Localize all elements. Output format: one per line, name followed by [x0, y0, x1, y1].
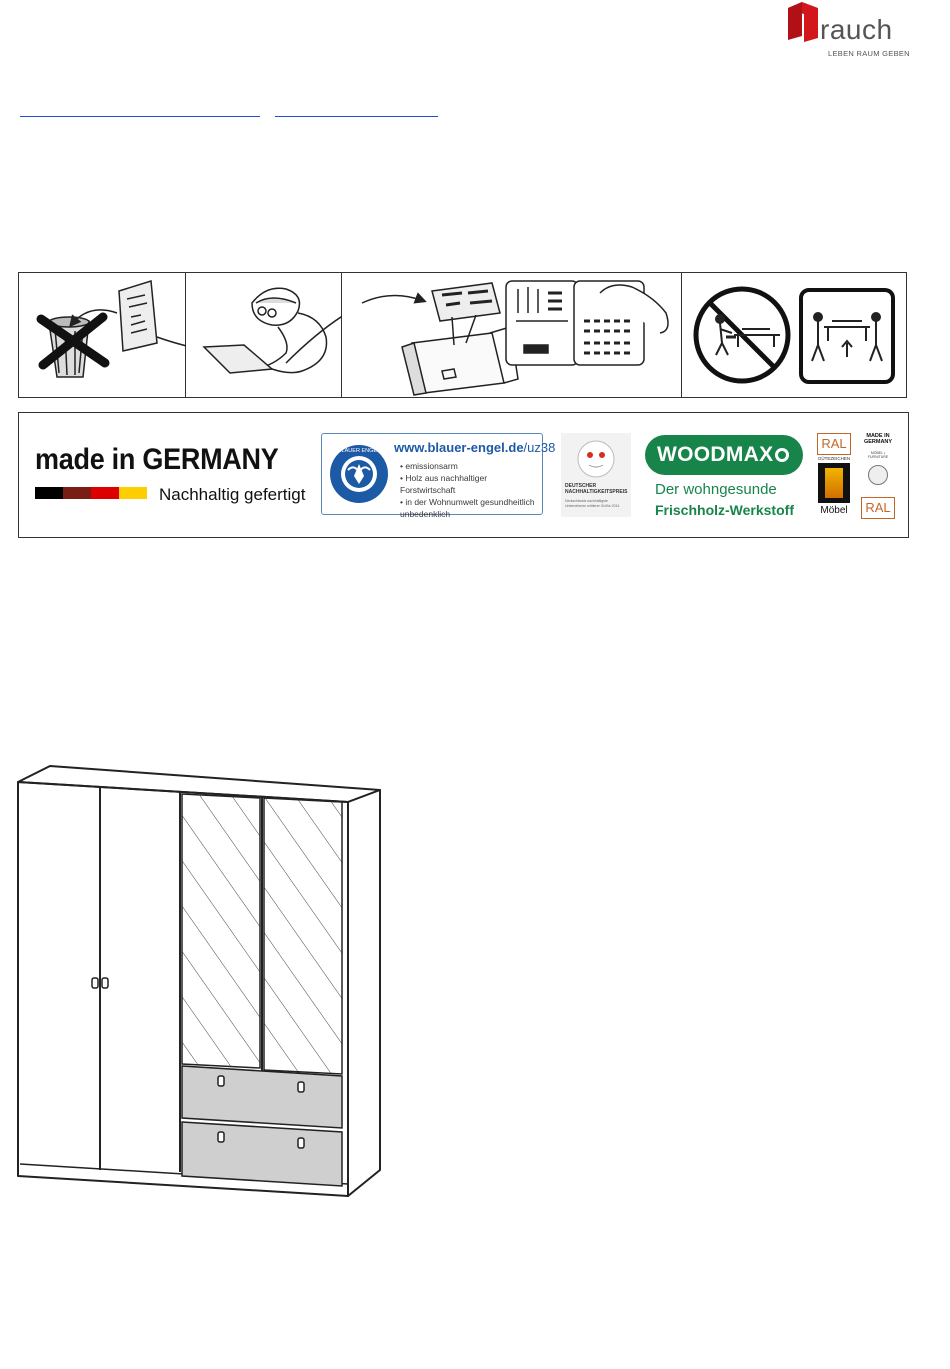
lift-together-icon [798, 287, 896, 385]
drawer-handle-icon [218, 1076, 224, 1086]
instruction-panel-read [186, 273, 342, 397]
ral-moebel-badge [817, 433, 851, 519]
mirror-door-right [264, 798, 342, 1074]
discard-warning-icon [19, 273, 186, 397]
keep-documents-icon [342, 273, 682, 397]
blauer-engel-label [321, 433, 556, 519]
certification-strip [18, 412, 909, 538]
door-handle-icon [92, 978, 98, 988]
drawer-upper [182, 1066, 342, 1128]
drawer-handle-icon [298, 1082, 304, 1092]
blauer-engel-url[interactable] [394, 440, 555, 455]
mig-seal-icon [868, 465, 888, 485]
brand-logo-mark [788, 2, 818, 42]
brand-logo [786, 2, 910, 62]
mig-moebel-subtitle: MÖBEL • FURNITURE [867, 451, 889, 459]
woodmax-line1: Der wohngesunde [655, 481, 777, 498]
blauer-engel-criteria [400, 460, 542, 520]
read-instructions-icon [186, 273, 342, 397]
blauer-engel-ring-text: BLAUER ENGEL [337, 448, 381, 454]
drawer-handle-icon [218, 1132, 224, 1142]
blauer-engel-criterion: • Holz aus nachhaltiger Forstwirtschaft [400, 473, 488, 495]
ral-label: RAL [817, 433, 851, 455]
woodmax-line2: Frischholz-Werkstoff [655, 502, 794, 518]
made-in-germany-subtitle: Nachhaltig gefertigt [159, 485, 306, 504]
made-in-germany-title: made in GERMANY [35, 443, 279, 476]
instruction-strip [18, 272, 907, 398]
drawer-handle-icon [298, 1138, 304, 1148]
instruction-panel-keep [342, 273, 682, 397]
instruction-panel-discard [19, 273, 186, 397]
wardrobe-drawing [16, 760, 382, 1200]
mirror-door-left [182, 794, 260, 1068]
blauer-engel-criterion: • in der Wohnumwelt gesundheitlich unbedenklich [400, 497, 535, 519]
ral-tag: GÜTEZEICHEN [817, 456, 851, 461]
nachhaltigkeitspreis-badge [561, 433, 631, 517]
hyperlink-1[interactable] [20, 116, 260, 117]
blauer-engel-criterion: • emissionsarm [400, 461, 458, 471]
drawer-lower [182, 1122, 342, 1186]
made-in-germany-moebel-badge [861, 433, 895, 519]
instruction-panel-handling [682, 273, 907, 397]
mig-ral-label: RAL [861, 497, 895, 519]
mig-moebel-title: MADE IN GERMANY [863, 433, 893, 445]
hyperlink-2[interactable] [275, 116, 438, 117]
wardrobe-side [348, 790, 380, 1196]
brand-name: rauch [820, 14, 893, 45]
trophy-icon [571, 437, 621, 481]
door-handle-icon [102, 978, 108, 988]
ral-m-mark-icon [818, 463, 850, 503]
blauer-engel-url-main: www.blauer-engel.de [394, 440, 524, 455]
blauer-engel-seal-icon [328, 440, 390, 508]
german-flag-bar [35, 487, 147, 499]
blauer-engel-url-suffix: /uz38 [523, 440, 556, 455]
brand-tagline: LEBEN RAUM GEBEN [828, 49, 910, 58]
woodmax-logo [645, 435, 803, 475]
nachhaltigkeitspreis-title: DEUTSCHER NACHHALTIGKEITSPREIS [565, 483, 628, 495]
ral-mark-text: Möbel [820, 505, 848, 516]
woodmax-name: WOODMAX [657, 443, 774, 466]
nachhaltigkeitspreis-subtitle: Deutschlands nachhaltigste Unternehmen mittlerer Größe 2014 [565, 499, 620, 508]
woodmax-dot-icon [775, 448, 789, 462]
